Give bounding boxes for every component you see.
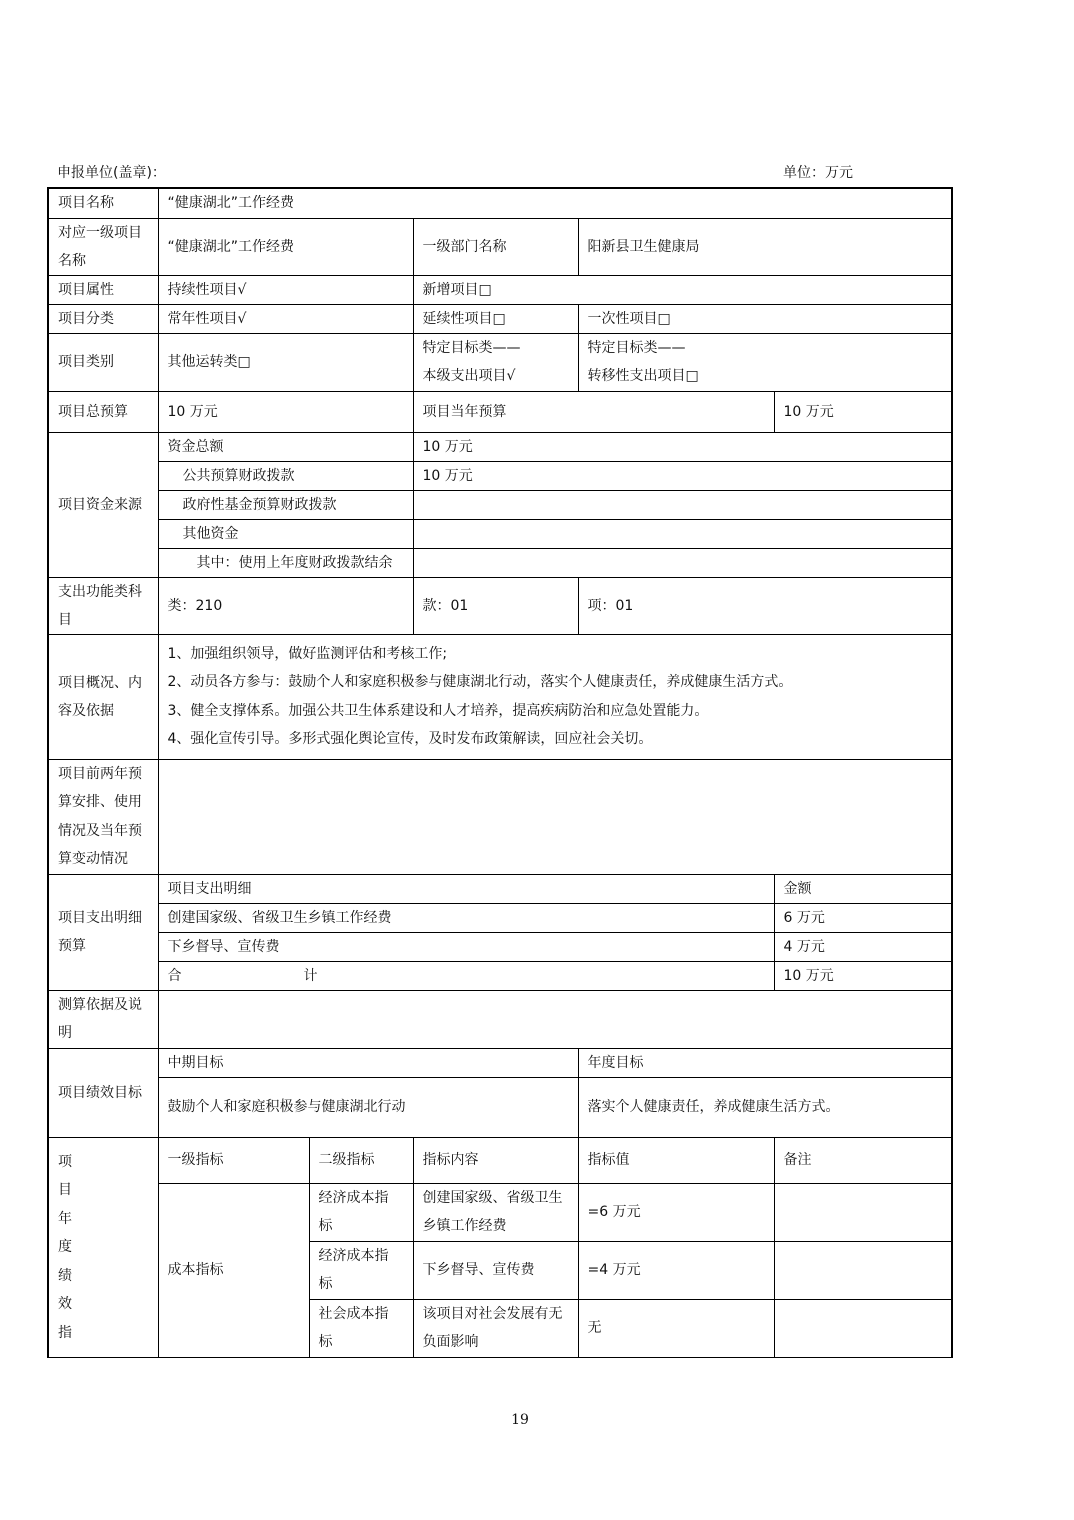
indicators-label-char: 效 [58,1296,72,1312]
category-specific-transfer-line2: 转移性支出项目□ [587,368,699,384]
row-expense-item [48,903,952,932]
row-function-subject [48,577,952,634]
indicator-level2 [309,1183,413,1241]
row-performance-values [48,1077,952,1137]
category-specific-transfer-line1: 特定目标类—— [587,339,686,356]
overview-line: 3、健全支撑体系。加强公共卫生体系建设和人才培养，提高疾病防治和应急处置能力。 [167,702,709,719]
expense-item-amount: 4 万元 [774,932,952,961]
calc-basis-value [158,990,952,1048]
funding-item-name: 资金总额 [158,432,413,461]
function-subject-item: 项：01 [578,577,952,634]
indicator-level2-line2: 标 [318,1334,333,1350]
indicator-content-line2: 乡镇工作经费 [422,1218,507,1234]
expense-detail-label [48,874,158,990]
expense-header-item: 项目支出明细 [158,874,774,903]
expense-total-amount: 10 万元 [774,961,952,990]
funding-item-name: 其他资金 [158,519,413,548]
indicator-level2 [309,1299,413,1357]
prior-years-label-line: 情况及当年预 [58,822,142,839]
prior-years-label-line: 项目前两年预 [58,765,142,782]
indicator-header-level2: 二级指标 [309,1137,413,1183]
funding-item-value [413,490,952,519]
row-performance-header [48,1048,952,1077]
row-funding-surplus [48,548,952,577]
performance-mid-label: 中期目标 [158,1048,578,1077]
indicator-note [774,1241,952,1299]
row-indicator-header [48,1137,952,1183]
expense-detail-label-line: 预算 [58,938,86,954]
funding-item-value [413,519,952,548]
project-name-label: 项目名称 [48,188,158,218]
attribute-new: 新增项目□ [413,275,952,304]
total-budget-label: 项目总预算 [48,391,158,432]
indicator-level2-line1: 经济成本指 [318,1247,389,1264]
form-header [57,163,857,183]
expense-detail-label-line: 项目支出明细 [58,909,142,926]
classification-onetime: 一次性项目□ [578,304,952,333]
overview-line: 4、强化宣传引导。多形式强化舆论宣传，及时发布政策解读，回应社会关切。 [167,731,653,747]
overview-line: 1、加强组织领导，做好监测评估和考核工作; [167,645,448,662]
performance-year-label: 年度目标 [578,1048,952,1077]
indicator-level2-line2: 标 [318,1218,333,1234]
overview-label: 项目概况、内容及依据 [48,634,158,759]
category-specific-local [413,333,578,391]
total-budget-value: 10 万元 [158,391,413,432]
indicators-label-char: 度 [58,1239,72,1255]
row-calc-basis [48,990,952,1048]
indicator-content [413,1183,578,1241]
indicator-header-note: 备注 [774,1137,952,1183]
row-total-budget [48,391,952,432]
indicator-level2-line2: 标 [318,1276,333,1292]
project-budget-form [47,187,953,1358]
prior-years-label [48,759,158,874]
overview-line: 2、动员各方参与：鼓励个人和家庭积极参与健康湖北行动，落实个人健康责任，养成健康生活方式。 [167,674,793,690]
indicator-header-value: 指标值 [578,1137,774,1183]
row-classification [48,304,952,333]
unit-label: 单位：万元 [783,165,853,181]
expense-total-label [158,961,774,990]
expense-item-name: 下乡督导、宣传费 [158,932,774,961]
indicators-label [48,1137,158,1357]
indicator-level2-line1: 经济成本指 [318,1189,389,1206]
indicator-value: 无 [578,1299,774,1357]
performance-year-value: 落实个人健康责任，养成健康生活方式。 [578,1077,952,1137]
funding-label: 项目资金来源 [48,432,158,577]
classification-extended: 延续性项目□ [413,304,578,333]
row-parent-project [48,218,952,275]
attribute-continuous: 持续性项目√ [158,275,413,304]
page-number: 19 [511,1412,529,1428]
indicators-label-char: 绩 [58,1267,72,1284]
function-subject-label: 支出功能类科目 [48,577,158,634]
row-funding-total [48,432,952,461]
prior-years-label-line: 算安排、使用 [58,794,142,810]
dept-value: 阳新县卫生健康局 [578,218,952,275]
indicator-content [413,1299,578,1357]
indicator-header-level1: 一级指标 [158,1137,309,1183]
expense-item-name: 创建国家级、省级卫生乡镇工作经费 [158,903,774,932]
row-category [48,333,952,391]
calc-basis-label-line: 明 [58,1025,72,1041]
indicator-content-line2: 负面影响 [422,1334,479,1350]
category-specific-transfer [578,333,952,391]
category-specific-local-line1: 特定目标类—— [422,339,521,356]
row-expense-header [48,874,952,903]
row-attribute [48,275,952,304]
row-expense-item [48,932,952,961]
current-budget-value: 10 万元 [774,391,952,432]
funding-item-name: 政府性基金预算财政拨款 [158,490,413,519]
expense-item-amount: 6 万元 [774,903,952,932]
indicator-content-line1: 该项目对社会发展有无 [422,1305,563,1322]
row-funding-public [48,461,952,490]
funding-item-value [413,548,952,577]
function-subject-class: 类：210 [158,577,413,634]
classification-regular: 常年性项目√ [158,304,413,333]
performance-label: 项目绩效目标 [48,1048,158,1137]
funding-item-value: 10 万元 [413,461,952,490]
parent-project-label: 对应一级项目名称 [48,218,158,275]
indicator-value: =4 万元 [578,1241,774,1299]
category-specific-local-line2: 本级支出项目√ [422,368,516,384]
indicators-label-char: 指 [58,1324,72,1341]
indicator-header-content: 指标内容 [413,1137,578,1183]
classification-label: 项目分类 [48,304,158,333]
calc-basis-label-line: 测算依据及说 [58,996,142,1013]
indicator-note [774,1299,952,1357]
indicator-content [413,1241,578,1299]
expense-total-char-b: 计 [303,967,318,984]
row-expense-total [48,961,952,990]
indicator-level2 [309,1241,413,1299]
project-name-value: “健康湖北”工作经费 [158,188,952,218]
row-prior-years [48,759,952,874]
indicator-content-line1: 下乡督导、宣传费 [422,1262,535,1278]
row-overview [48,634,952,759]
prior-years-value [158,759,952,874]
performance-mid-value: 鼓励个人和家庭积极参与健康湖北行动 [158,1077,578,1137]
funding-item-name: 其中：使用上年度财政拨款结余 [158,548,413,577]
indicator-value: =6 万元 [578,1183,774,1241]
category-other: 其他运转类□ [158,333,413,391]
indicators-label-char: 目 [58,1182,72,1198]
row-funding-other [48,519,952,548]
expense-total-char-a: 合 [167,967,182,984]
parent-project-value: “健康湖北”工作经费 [158,218,413,275]
indicators-label-char: 年 [58,1210,72,1227]
category-label: 项目类别 [48,333,158,391]
current-budget-label: 项目当年预算 [413,391,774,432]
function-subject-section: 款：01 [413,577,578,634]
row-funding-gov-fund [48,490,952,519]
applicant-unit-label: 申报单位(盖章)： [57,165,166,181]
row-indicator [48,1183,952,1241]
funding-item-value: 10 万元 [413,432,952,461]
prior-years-label-line: 算变动情况 [58,851,128,867]
calc-basis-label [48,990,158,1048]
indicator-note [774,1183,952,1241]
indicator-level1: 成本指标 [158,1183,309,1357]
dept-label: 一级部门名称 [413,218,578,275]
attribute-label: 项目属性 [48,275,158,304]
indicator-content-line1: 创建国家级、省级卫生 [422,1189,563,1206]
expense-header-amount: 金额 [774,874,952,903]
indicator-level2-line1: 社会成本指 [318,1305,389,1322]
row-project-name [48,188,952,218]
overview-content [158,634,952,759]
funding-item-name: 公共预算财政拨款 [158,461,413,490]
indicators-label-char: 项 [58,1153,72,1170]
